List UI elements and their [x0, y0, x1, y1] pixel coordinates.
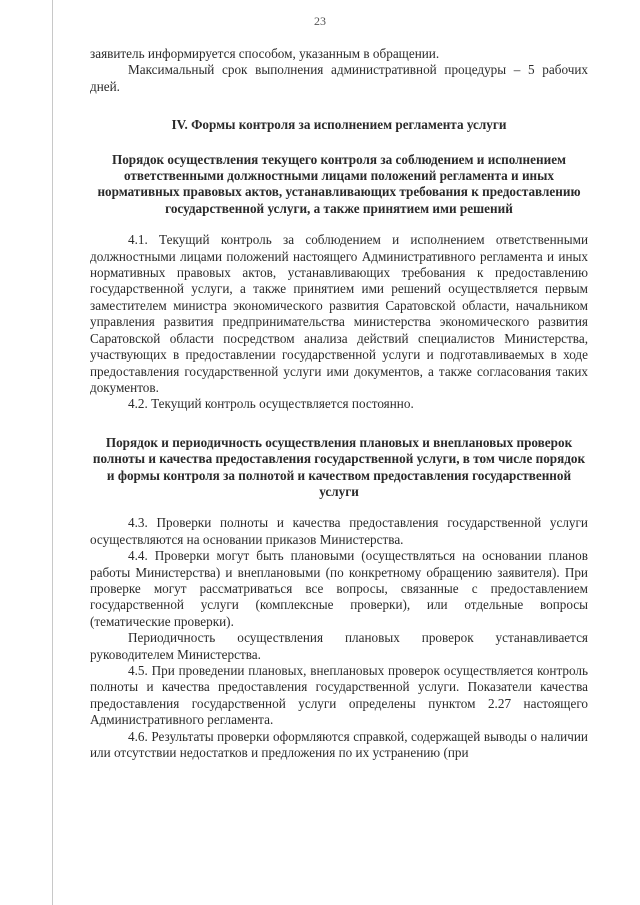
- subsection-title: Порядок и периодичность осуществления плановых и внеплановых проверок полноты и качества предоставления государственной услуги, в том числе порядок и формы контроля за полнотой и качеством предоставления государственной услуги: [92, 434, 586, 499]
- paragraph: 4.3. Проверки полноты и качества предоставления государственной услуги осуществляются на основании приказов Министерства.: [90, 515, 588, 547]
- paragraph: заявитель информируется способом, указанным в обращении.: [90, 46, 440, 61]
- page-number: 23: [314, 14, 326, 28]
- paragraph: 4.5. При проведении плановых, внеплановых проверок осуществляется контроль полноты и качества предоставления государственной услуги. Показатели качества предоставления государственной услуги определены пунктом 2.27 настоящего Административного регламента.: [90, 663, 588, 728]
- paragraph: 4.4. Проверки могут быть плановыми (осуществляться на основании планов работы Министерства) и внеплановыми (по конкретному обращению заявителя). При проверке могут рассматриваться все вопросы, связанные с предоставлением государственной услуги (комплексные проверки), или отдельные вопросы (тематические проверки).: [90, 548, 588, 629]
- paragraph: 4.1. Текущий контроль за соблюдением и исполнением ответственными должностными лицами положений настоящего Административного регламента и иных нормативных правовых актов, устанавливающих требования к предоставлению государственной услуги, а также принятием ими решений осуществляется первым заместителем министра экономического развития Саратовской области, начальником управления развития предпринимательства министерства экономического развития Саратовской области посредством анализа действий специалистов Министерства, участвующих в предоставлении государственной услуги и подготавливаемых в ходе предоставления государственной услуги ими документов, а также согласования таких документов.: [90, 232, 588, 395]
- paragraph: Периодичность осуществления плановых проверок устанавливается руководителем Министерства.: [90, 630, 588, 662]
- page-content: [90, 46, 588, 761]
- paragraph: 4.2. Текущий контроль осуществляется постоянно.: [128, 396, 414, 412]
- section-title: IV. Формы контроля за исполнением регламента услуги: [171, 117, 507, 133]
- paragraph: Максимальный срок выполнения административной процедуры – 5 рабочих дней.: [90, 62, 588, 94]
- scan-edge-line: [52, 0, 53, 905]
- subsection-title: Порядок осуществления текущего контроля за соблюдением и исполнением ответственными должностными лицами положений регламента и иных нормативных правовых актов, устанавливающих требования к предоставлению государственной услуги, а также принятием ими решений: [97, 151, 581, 216]
- paragraph: 4.6. Результаты проверки оформляются справкой, содержащей выводы о наличии или отсутствии недостатков и предложения по их устранению (при: [90, 728, 588, 761]
